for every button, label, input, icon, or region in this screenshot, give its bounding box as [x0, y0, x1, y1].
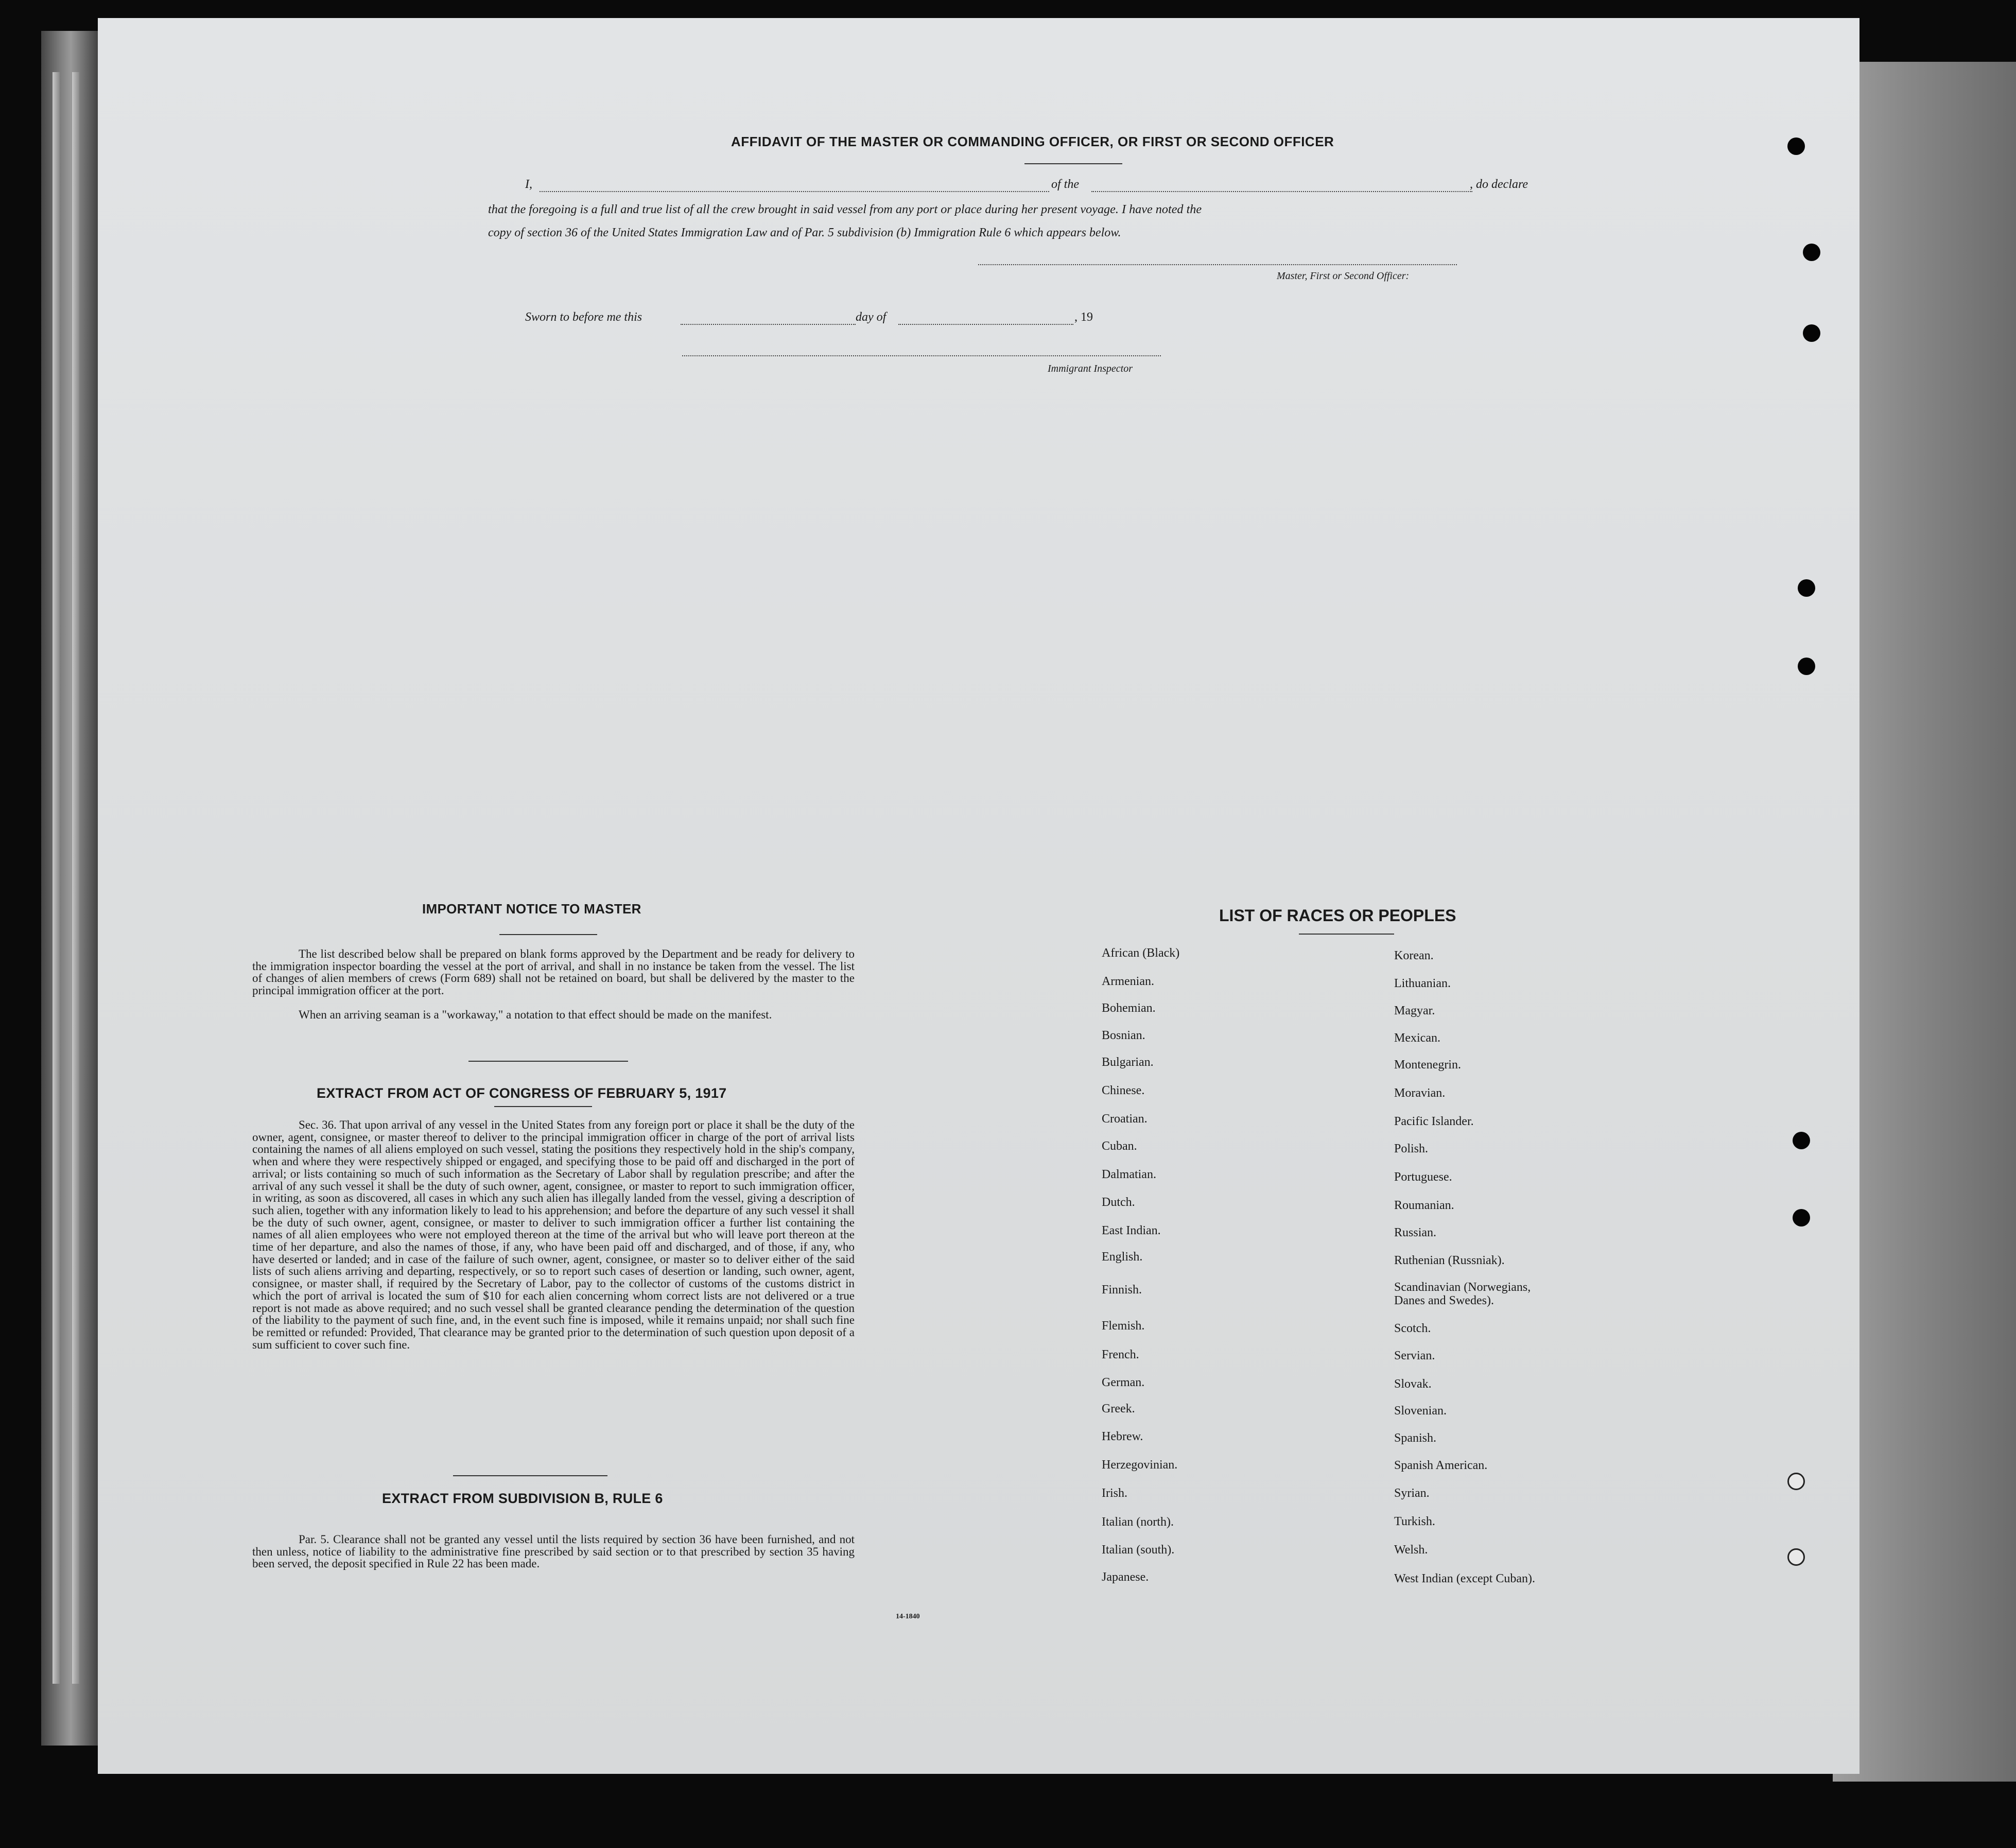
sworn-text: Sworn to before me this — [525, 310, 642, 324]
binder-hole — [1798, 579, 1815, 597]
race-item: African (Black) — [1102, 946, 1180, 960]
race-item: Slovenian. — [1394, 1404, 1447, 1418]
race-item: Cuban. — [1102, 1139, 1137, 1153]
act-extract-text: Sec. 36. That upon arrival of any vessel in the United States from any foreign port or place it shall be the duty of the owner, agent, consignee, or master thereof to deliver to the principal immigration officer in charge of the port of arrival lists containing the names of all aliens employed on such vessel, stating the positions they respectively hold in the ship's company, when and where they were respectively shipped or engaged, and specifying those to be paid off and discharged in the port of arrival; or lists containing so much of such information as the Secretary of Labor shall by regulation prescribe; and after the arrival of any such vessel it shall be the duty of such owner, agent, consignee, or master to report to such immigration officer, in writing, as soon as discovered, all cases in which any such alien has illegally landed from the vessel, giving a description of such alien, together with any information likely to lead to his apprehension; and before the departure of any such vessel it shall be the duty of such owner, agent, consignee, or master to deliver to such immigration officer a further list containing the names of all alien employees who were not employed thereon at the time of the arrival but who will leave port thereon at the time of her departure, and also the names of those, if any, who have been paid off and discharged, and of those, if any, who have deserted or landed; and in case of the failure of such owner, agent, consignee, or master so to deliver either of the said lists of such aliens arriving and departing, respectively, or so to report such cases of desertion or landing, such owner, agent, consignee, or master shall, if required by the Secretary of Labor, pay to the collector of customs of the customs district in which the port of arrival is located the sum of $10 for each alien concerning whom correct lists are not delivered or a true report is not made as above required; and no such vessel shall be granted clearance pending the determination of the question of the liability to the payment of such fine, and, in the event such fine is imposed, while it remains unpaid; nor shall such fine be remitted or refunded: Provided, That clearance may be granted prior to the determination of such question upon deposit of a sum sufficient to cover such fine. — [252, 1118, 855, 1351]
notice-title: IMPORTANT NOTICE TO MASTER — [422, 901, 641, 917]
race-item: Greek. — [1102, 1402, 1135, 1415]
race-item: Hebrew. — [1102, 1430, 1143, 1443]
race-item: Bohemian. — [1102, 1001, 1156, 1015]
act-rule — [494, 1106, 592, 1107]
binder-hole — [1803, 244, 1820, 261]
document-page — [98, 18, 1859, 1774]
race-item: French. — [1102, 1348, 1139, 1361]
binder-hole — [1793, 1209, 1810, 1227]
affidavit-of-the: of the — [1051, 178, 1079, 191]
inspector-signature-line[interactable] — [682, 355, 1161, 356]
race-item: East Indian. — [1102, 1224, 1161, 1237]
race-item: Herzegovinian. — [1102, 1458, 1178, 1472]
binder-hole — [1798, 658, 1815, 675]
race-item: Korean. — [1394, 949, 1434, 962]
race-item: Portuguese. — [1394, 1170, 1452, 1184]
race-item: Scandinavian (Norwegians, Danes and Swedes). — [1394, 1281, 1531, 1307]
race-item: Dutch. — [1102, 1196, 1135, 1209]
race-item: Spanish American. — [1394, 1459, 1488, 1472]
notice-rule — [499, 934, 597, 935]
race-item: Slovak. — [1394, 1377, 1432, 1391]
race-item: Lithuanian. — [1394, 977, 1451, 990]
adjacent-page-edge — [1833, 62, 2016, 1782]
race-item: Bosnian. — [1102, 1029, 1145, 1042]
races-title: LIST OF RACES OR PEOPLES — [1219, 906, 1456, 925]
act-extract-title: EXTRACT FROM ACT OF CONGRESS OF FEBRUARY 5, 1917 — [317, 1085, 727, 1101]
race-item: English. — [1102, 1250, 1143, 1264]
day-of-text: day of — [856, 310, 887, 324]
race-item: Mexican. — [1394, 1031, 1440, 1045]
race-item: West Indian (except Cuban). — [1394, 1572, 1535, 1585]
binder-hole — [1787, 137, 1805, 155]
affidavit-title: AFFIDAVIT OF THE MASTER OR COMMANDING OFFICER, OR FIRST OR SECOND OFFICER — [731, 134, 1334, 149]
notice-paragraph-1: The list described below shall be prepared on blank forms approved by the Department and be ready for delivery to the immigration inspector boarding the vessel at the port of arrival, and shall in no instance be taken from the vessel. The list of changes of alien members of crews (Form 689) shall not be retained on board, but shall be delivered by the master to the principal immigration officer at the port. — [252, 947, 855, 997]
race-item: Armenian. — [1102, 975, 1154, 988]
race-item: Turkish. — [1394, 1515, 1435, 1528]
race-item: Polish. — [1394, 1142, 1429, 1155]
title-underline — [1024, 163, 1122, 164]
binder-hole — [1793, 1132, 1810, 1149]
master-signature-line[interactable] — [978, 264, 1457, 265]
race-item: Japanese. — [1102, 1570, 1149, 1584]
race-item: Bulgarian. — [1102, 1056, 1154, 1069]
race-item: Montenegrin. — [1394, 1058, 1461, 1072]
race-item: Scotch. — [1394, 1322, 1431, 1335]
race-item: Pacific Islander. — [1394, 1115, 1474, 1128]
race-item: Magyar. — [1394, 1004, 1435, 1017]
notice-paragraph-2: When an arriving seaman is a "workaway," a notation to that effect should be made on the manifest. — [299, 1008, 772, 1021]
name-blank[interactable] — [540, 191, 1049, 192]
race-item: Finnish. — [1102, 1283, 1142, 1297]
race-item: Italian (south). — [1102, 1543, 1175, 1557]
master-caption: Master, First or Second Officer: — [1277, 270, 1410, 282]
section-divider-2 — [453, 1475, 607, 1476]
book-binding — [41, 31, 100, 1746]
race-item: Welsh. — [1394, 1543, 1428, 1557]
affidavit-line2: that the foregoing is a full and true list of all the crew brought in said vessel from any port or place during her present voyage. I have noted the — [488, 202, 1202, 216]
binder-hole-open — [1787, 1548, 1805, 1566]
races-rule — [1299, 934, 1394, 935]
affidavit-i: I, — [525, 178, 532, 191]
sworn-day-blank[interactable] — [681, 324, 856, 325]
race-item: Irish. — [1102, 1487, 1127, 1500]
race-item: Syrian. — [1394, 1487, 1430, 1500]
race-item: Dalmatian. — [1102, 1168, 1156, 1181]
race-item: Ruthenian (Russniak). — [1394, 1254, 1505, 1267]
race-item: Croatian. — [1102, 1112, 1148, 1126]
vessel-blank[interactable] — [1091, 191, 1472, 192]
sworn-month-blank[interactable] — [898, 324, 1073, 325]
race-item: Russian. — [1394, 1226, 1437, 1239]
race-item: Italian (north). — [1102, 1515, 1174, 1529]
race-item: Flemish. — [1102, 1319, 1145, 1333]
rule-extract-title: EXTRACT FROM SUBDIVISION B, RULE 6 — [382, 1491, 663, 1506]
race-item: German. — [1102, 1376, 1145, 1389]
inspector-caption: Immigrant Inspector — [1048, 363, 1133, 374]
race-item: Spanish. — [1394, 1431, 1437, 1445]
binder-hole-open — [1787, 1473, 1805, 1490]
section-divider — [468, 1061, 628, 1062]
race-item: Servian. — [1394, 1349, 1435, 1362]
rule-extract-text: Par. 5. Clearance shall not be granted any vessel until the lists required by section 36 have been furnished, and not then unless, notice of liability to the administrative fine prescribed by said section or to that prescribed by section 35 having been served, the deposit specified in Rule 22 has been made. — [252, 1533, 855, 1570]
race-item: Roumanian. — [1394, 1199, 1454, 1212]
form-number: 14-1840 — [896, 1613, 920, 1620]
affidavit-line3: copy of section 36 of the United States Immigration Law and of Par. 5 subdivision (b) Immigration Rule 6 which appears below. — [488, 226, 1121, 239]
year-text: , 19 — [1074, 310, 1093, 324]
binder-hole — [1803, 324, 1820, 342]
affidavit-do-declare: , do declare — [1470, 178, 1528, 191]
race-item: Moravian. — [1394, 1086, 1446, 1100]
race-item: Chinese. — [1102, 1084, 1145, 1097]
